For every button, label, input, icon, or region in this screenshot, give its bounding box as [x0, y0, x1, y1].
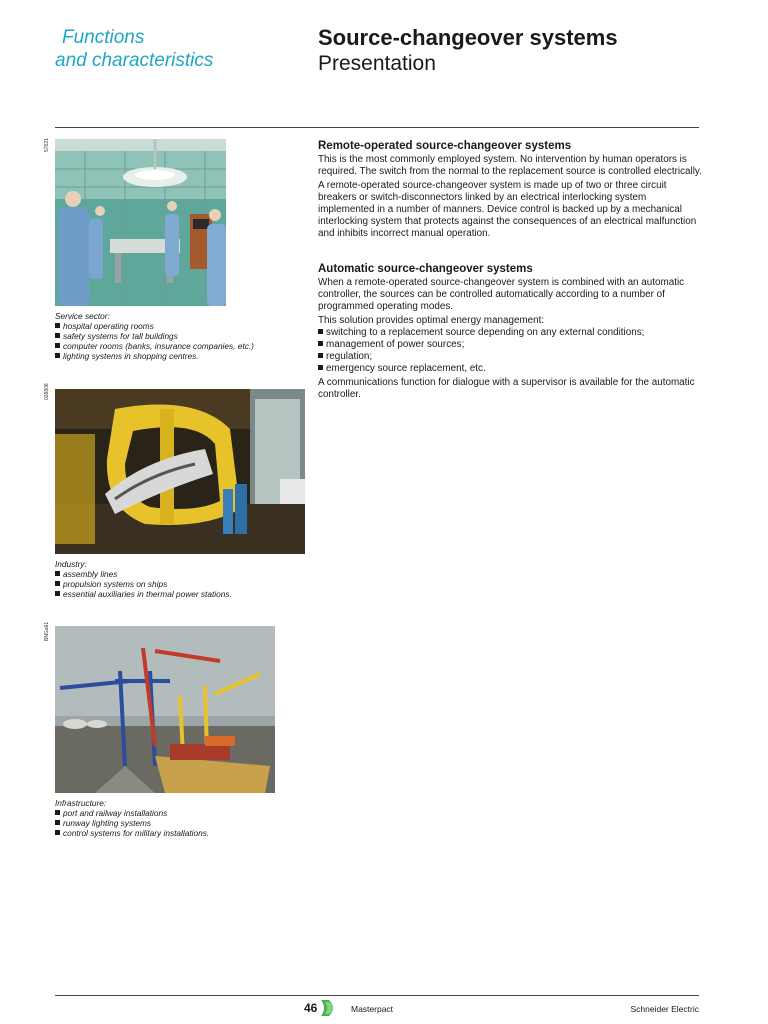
- square-bullet-icon: [55, 820, 60, 825]
- photo-code: BNGa61: [44, 621, 50, 641]
- remote-section: [318, 139, 703, 242]
- square-bullet-icon: [55, 581, 60, 586]
- square-bullet-icon: [55, 830, 60, 835]
- section-title-line1: Functions: [62, 27, 145, 48]
- automatic-heading: Automatic source-changeover systems: [318, 263, 533, 275]
- assembly-line-photo: [55, 389, 305, 554]
- figure-caption: [55, 311, 305, 361]
- square-bullet-icon: [55, 591, 60, 596]
- list-item: lighting systems in shopping centres.: [55, 351, 305, 361]
- caption-title: Infrastructure:: [55, 798, 107, 808]
- list-item: essential auxiliaries in thermal power stations.: [55, 589, 305, 599]
- square-bullet-icon: [55, 810, 60, 815]
- list-item: port and railway installations: [55, 808, 305, 818]
- remote-paragraph-2: A remote-operated source-changeover system is made up of two or three circuit breakers or switch-disconnectors linked by an electrical interlocking system implemented in a number of manners. Device control is backed up by a mechanical interlocking system that protects against the consequences of an electrical malfunction and inhibits incorrect manual operation.: [318, 180, 697, 239]
- list-item: safety systems for tall buildings: [55, 331, 305, 341]
- figure-caption: [55, 798, 305, 838]
- list-item: computer rooms (banks, insurance companies, etc.): [55, 341, 305, 351]
- list-item: switching to a replacement source depending on any external conditions;: [318, 327, 703, 339]
- caption-list: [55, 569, 305, 599]
- footer-rule: [55, 995, 699, 996]
- photo-code: 028808: [44, 383, 50, 400]
- list-item: runway lighting systems: [55, 818, 305, 828]
- page-number: 46: [304, 1001, 318, 1015]
- page-title: [318, 25, 618, 77]
- remote-paragraph-1: This is the most commonly employed system. No intervention by human operators is required. The switch from the normal to the replacement source is controlled electrically.: [318, 154, 702, 177]
- square-bullet-icon: [55, 353, 60, 358]
- figure-caption: [55, 559, 305, 599]
- page-title-main: Source-changeover systems: [318, 25, 618, 50]
- list-item: assembly lines: [55, 569, 305, 579]
- section-title: [55, 26, 295, 72]
- automatic-paragraph-3: A communications function for dialogue with a supervisor is available for the automatic controller.: [318, 377, 695, 400]
- caption-list: [55, 321, 305, 361]
- square-bullet-icon: [318, 329, 323, 334]
- list-item: emergency source replacement, etc.: [318, 363, 703, 375]
- automatic-paragraph-1: When a remote-operated source-changeover system is combined with an automatic controller, the sources can be controlled automatically according to a number of programmed operating modes.: [318, 277, 685, 312]
- square-bullet-icon: [55, 323, 60, 328]
- brand-name: Schneider Electric: [630, 1004, 699, 1014]
- square-bullet-icon: [55, 333, 60, 338]
- square-bullet-icon: [55, 571, 60, 576]
- green-page-tab-icon: [321, 1000, 339, 1021]
- caption-list: [55, 808, 305, 838]
- hospital-operating-room-photo: [55, 139, 226, 306]
- square-bullet-icon: [318, 353, 323, 358]
- page-subtitle: Presentation: [318, 52, 436, 75]
- list-item: hospital operating rooms: [55, 321, 305, 331]
- caption-title: Industry:: [55, 559, 87, 569]
- product-name: Masterpact: [351, 1004, 394, 1014]
- remote-heading: Remote-operated source-changeover systems: [318, 140, 572, 152]
- caption-title: Service sector:: [55, 311, 110, 321]
- automatic-list: [318, 327, 703, 375]
- header-rule: [55, 127, 699, 128]
- list-item: control systems for military installations.: [55, 828, 305, 838]
- photo-code: 57621: [44, 138, 50, 152]
- list-item: management of power sources;: [318, 339, 703, 351]
- port-cranes-photo: [55, 626, 275, 793]
- square-bullet-icon: [55, 343, 60, 348]
- section-title-line2: and characteristics: [55, 50, 214, 71]
- list-item: propulsion systems on ships: [55, 579, 305, 589]
- square-bullet-icon: [318, 365, 323, 370]
- list-item: regulation;: [318, 351, 703, 363]
- automatic-section: [318, 262, 703, 403]
- automatic-paragraph-2: This solution provides optimal energy management:: [318, 315, 545, 326]
- square-bullet-icon: [318, 341, 323, 346]
